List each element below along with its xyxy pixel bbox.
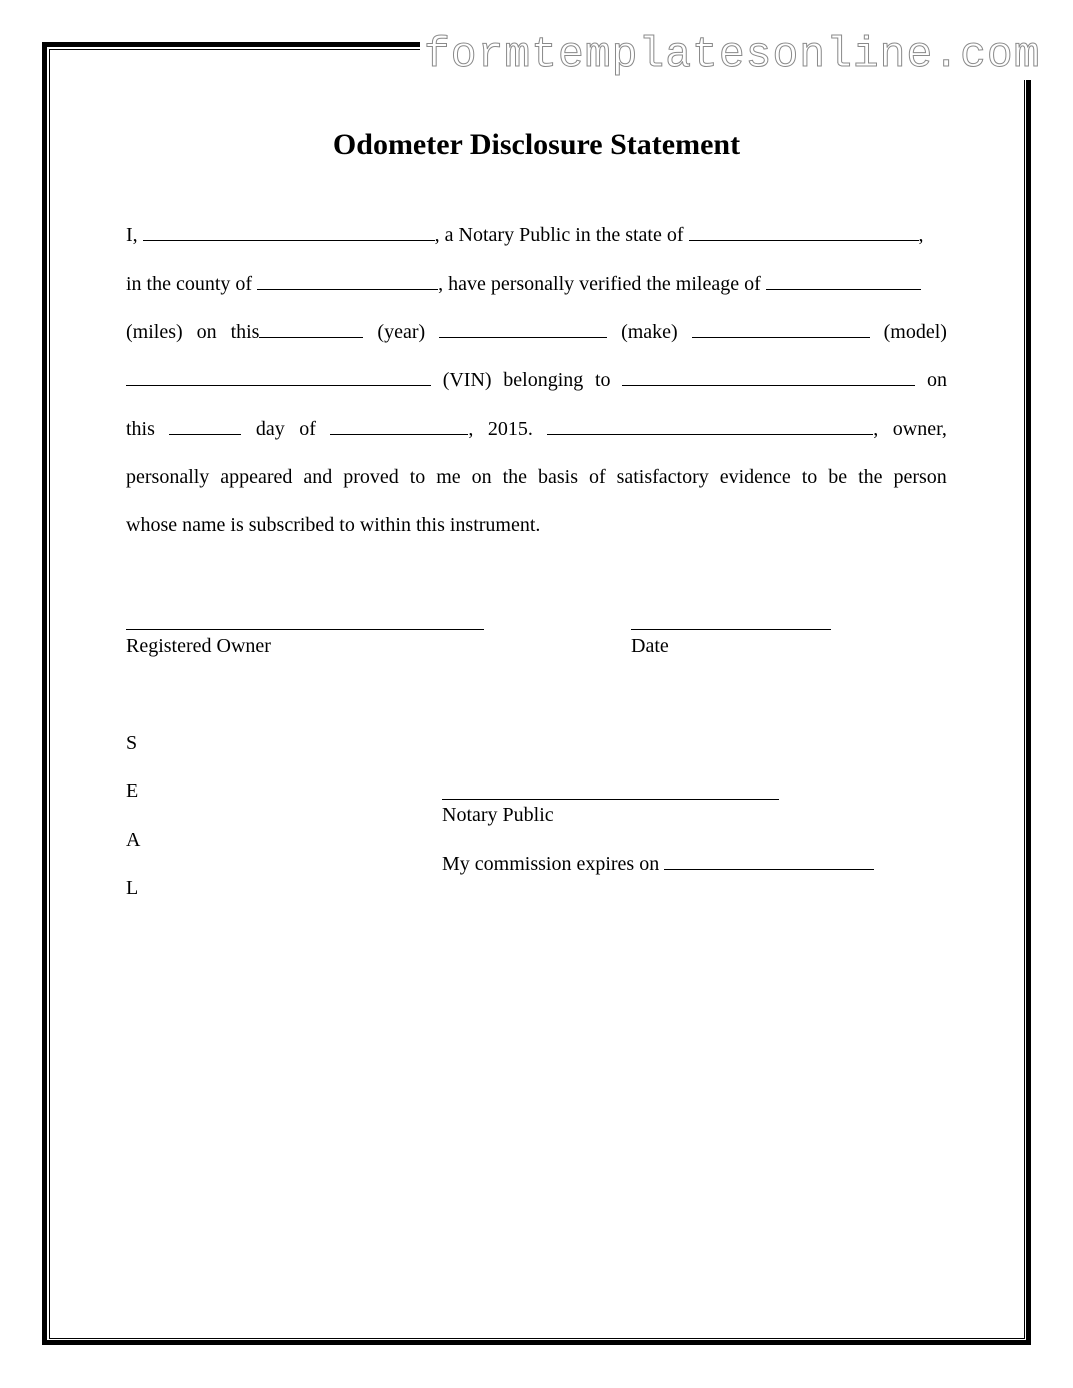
watermark-logo: formtemplatesonline.com [420,30,1045,80]
statement-text: (make) [621,321,678,343]
statement-text: , [873,418,879,440]
county-blank[interactable] [257,270,438,290]
statement-line-3 [126,318,947,346]
statement-text: the [502,466,528,488]
statement-line-6 [126,463,947,491]
statement-text: (VIN) [442,369,492,391]
statement-text: , have personally verified the mileage of [438,273,761,295]
day-blank[interactable] [169,415,241,435]
seal-letter: E [126,780,139,802]
statement-text: on [471,466,492,488]
statement-text: whose name is subscribed to within this instrument. [126,514,541,536]
model-blank[interactable] [126,366,431,386]
commission-expires-row [442,850,874,878]
statement-text: to [594,369,611,391]
date-this-blank[interactable] [259,318,363,338]
statement-text: personally [126,466,210,488]
statement-line-5 [126,415,947,443]
statement-text: be [828,466,848,488]
statement-text: , [918,224,924,246]
statement-text: satisfactory [616,466,709,488]
mileage-blank[interactable] [766,270,921,290]
page-title: Odometer Disclosure Statement [332,128,741,161]
statement-line-2 [126,270,947,298]
owner-signature-line[interactable] [126,629,484,630]
statement-text: the [858,466,883,488]
statement-text: to [409,466,426,488]
statement-text: 2015. [487,418,533,440]
owner-signature-label: Registered Owner [126,635,271,657]
statement-text: day [255,418,285,440]
statement-text: (year) [377,321,426,343]
commission-expires-blank[interactable] [664,850,874,870]
statement-text: I, [126,224,138,246]
statement-text: person [893,466,947,488]
statement-line-1 [126,221,947,249]
seal-letter: S [126,732,138,754]
notary-name-blank[interactable] [143,221,435,241]
notary-signature-line[interactable] [442,799,779,800]
statement-text: and [303,466,333,488]
statement-text: on [196,321,217,343]
statement-text: (model) [883,321,947,343]
notary-signature-label: Notary Public [442,804,554,826]
statement-line-7 [126,511,947,539]
month-blank[interactable] [330,415,468,435]
statement-text: to [801,466,818,488]
statement-text: basis [537,466,578,488]
statement-text: , [468,418,474,440]
statement-text: proved [343,466,399,488]
statement-text: evidence [719,466,791,488]
seal-letter: A [126,829,141,851]
make-blank[interactable] [692,318,870,338]
seal-letter: L [126,877,139,899]
statement-text: of [299,418,316,440]
statement-text: of [588,466,606,488]
owner-name-blank[interactable] [547,415,873,435]
date-signature-label: Date [631,635,669,657]
statement-text: belonging [503,369,584,391]
date-signature-line[interactable] [631,629,831,630]
statement-text: (miles) [126,321,183,343]
statement-text: on [926,369,947,391]
year-blank[interactable] [439,318,607,338]
statement-text: this [126,418,155,440]
statement-text: , a Notary Public in the state of [434,224,684,246]
statement-text: in the county of [126,273,253,295]
vin-owner-blank[interactable] [622,366,915,386]
statement-text: this [230,321,260,343]
statement-text: me [436,466,461,488]
statement-line-4 [126,366,947,394]
statement-text: appeared [220,466,293,488]
statement-text: owner, [892,418,947,440]
state-blank[interactable] [689,221,919,241]
commission-expires-label: My commission expires on [442,853,660,875]
